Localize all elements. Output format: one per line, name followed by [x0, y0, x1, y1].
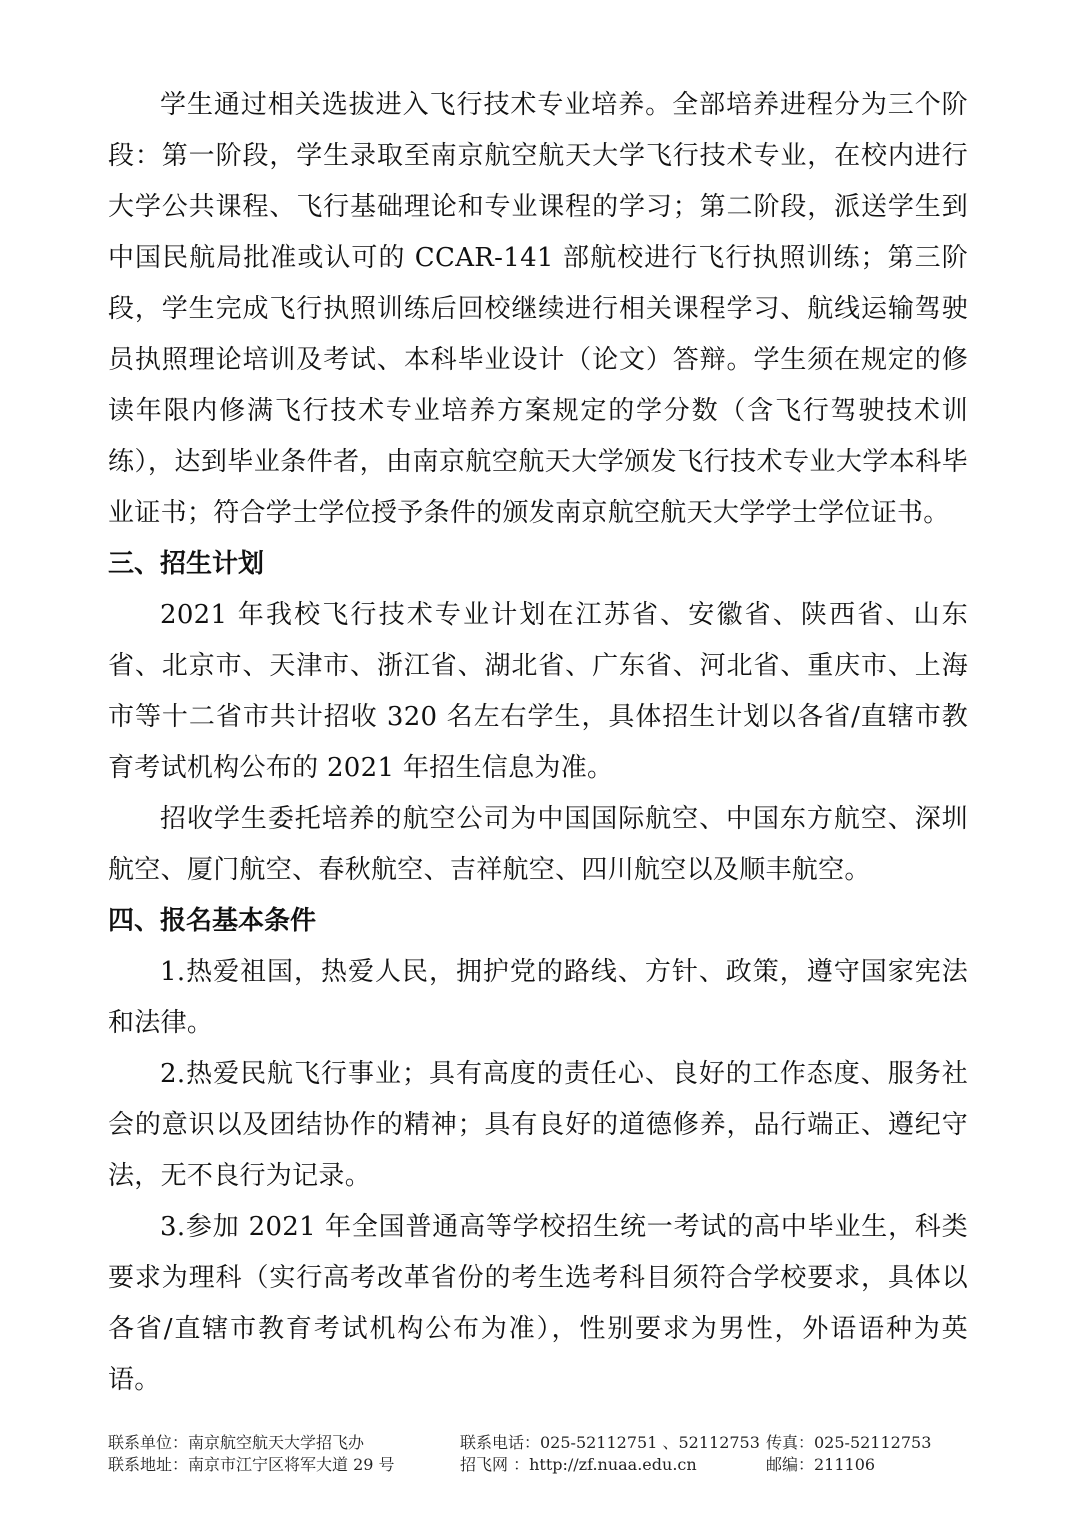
section-heading-basic-conditions: 四、报名基本条件 — [108, 906, 317, 936]
footer-row-1 — [108, 1432, 968, 1454]
footer-website: 招飞网 ：http://zf.nuaa.edu.cn — [460, 1455, 697, 1474]
footer-address: 联系地址：南京市江宁区将军大道 29 号 — [108, 1455, 395, 1474]
footer-fax: 传真：025-52112753 — [766, 1433, 932, 1452]
condition-item-2: 2.热爱民航飞行事业；具有高度的责任心、良好的工作态度、服务社会的意识以及团结协作的精神；具有良好的道德修养，品行端正、遵纪守法，无不良行为记录。 — [108, 1059, 968, 1191]
contact-footer — [108, 1432, 968, 1476]
section-heading-enrollment-plan: 三、招生计划 — [108, 549, 265, 579]
footer-row-2 — [108, 1454, 968, 1476]
enrollment-plan-paragraph: 2021 年我校飞行技术专业计划在江苏省、安徽省、陕西省、山东省、北京市、天津市、浙江省、湖北省、广东省、河北省、重庆市、上海市等十二省市共计招收 320 名左右学生，具体招生计划以各省/直辖市教育考试机构公布的 2021 年招生信息为准。 — [108, 600, 968, 783]
airlines-paragraph: 招收学生委托培养的航空公司为中国国际航空、中国东方航空、深圳航空、厦门航空、春秋航空、吉祥航空、四川航空以及顺丰航空。 — [108, 804, 968, 885]
footer-contact-phone: 联系电话：025-52112751 、52112753 — [460, 1433, 760, 1452]
footer-postcode: 邮编：211106 — [766, 1455, 876, 1474]
training-process-paragraph: 学生通过相关选拔进入飞行技术专业培养。全部培养进程分为三个阶段：第一阶段，学生录取至南京航空航天大学飞行技术专业，在校内进行大学公共课程、飞行基础理论和专业课程的学习；第二阶段，派送学生到中国民航局批准或认可的 CCAR-141 部航校进行飞行执照训练；第三阶段，学生完成飞行执照训练后回校继续进行相关课程学习、航线运输驾驶员执照理论培训及考试、本科毕业设计（论文）答辩。学生须在规定的修读年限内修满飞行技术专业培养方案规定的学分数（含飞行驾驶技术训练），达到毕业条件者，由南京航空航天大学颁发飞行技术专业大学本科毕业证书；符合学士学位授予条件的颁发南京航空航天大学学士学位证书。 — [108, 90, 968, 528]
condition-item-3: 3.参加 2021 年全国普通高等学校招生统一考试的高中毕业生，科类要求为理科（实行高考改革省份的考生选考科目须符合学校要求，具体以各省/直辖市教育考试机构公布为准），性别要求为男性，外语语种为英语。 — [108, 1212, 968, 1395]
document-body — [108, 80, 968, 1406]
condition-item-1: 1.热爱祖国，热爱人民，拥护党的路线、方针、政策，遵守国家宪法和法律。 — [108, 957, 968, 1038]
footer-contact-unit: 联系单位：南京航空航天大学招飞办 — [108, 1433, 365, 1452]
